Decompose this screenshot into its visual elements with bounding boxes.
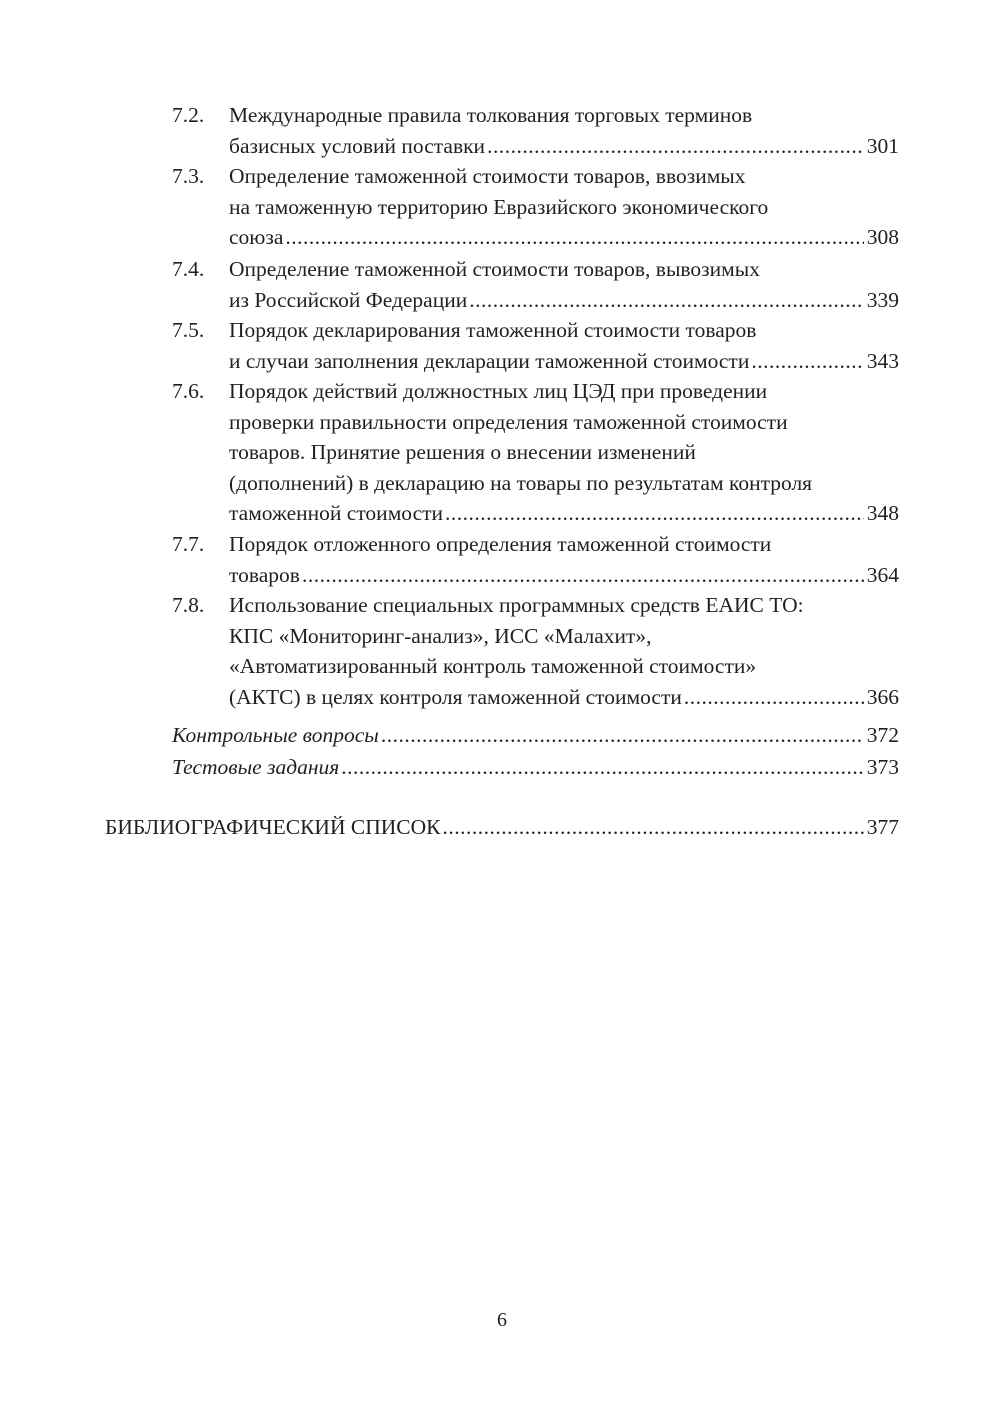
section-number: 7.5. [172,318,205,342]
entry-title-line: и случаи заполнения декларации таможенной стоимости [229,348,750,373]
section-number: 7.2. [172,103,205,127]
dot-leader [445,498,864,529]
page-number: 6 [497,1309,507,1331]
dot-leader [469,285,864,316]
page-ref: 343 [866,348,899,373]
section-number: 7.3. [172,164,205,188]
dot-leader [285,222,863,253]
dot-leader [302,560,864,591]
dot-leader [442,812,863,843]
entry-title: Контрольные вопросы [172,723,379,747]
toc-entry-review-questions[interactable] [172,720,899,751]
toc-entry-bibliography[interactable] [105,812,899,843]
dot-leader [487,131,864,162]
entry-title-line: Определение таможенной стоимости товаров, ввозимых [229,164,746,188]
entry-title-line: проверки правильности определения таможенной стоимости [229,409,788,434]
entry-title-line: базисных условий поставки [229,133,486,158]
page-ref: 339 [866,287,899,312]
entry-title-line: (АКТС) в целях контроля таможенной стоимости [229,684,682,709]
page-ref: 308 [866,225,899,249]
dot-leader [751,346,863,377]
section-number: 7.8. [172,593,205,617]
section-number: 7.4. [172,257,205,281]
entry-title-line: товаров [229,562,300,587]
dot-leader [381,720,864,751]
entry-title: БИБЛИОГРАФИЧЕСКИЙ СПИСОК [105,815,441,839]
section-number: 7.7. [172,532,205,556]
page-ref: 348 [866,501,899,525]
entry-title-line: Порядок декларирования таможенной стоимости товаров [229,318,757,342]
entry-title-line: Порядок действий должностных лиц ЦЭД при проведении [229,379,768,403]
entry-title-line: товаров. Принятие решения о внесении изменений [229,440,696,464]
entry-title-line: таможенной стоимости [229,501,444,525]
entry-title: Тестовые задания [172,755,340,779]
entry-title-line: «Автоматизированный контроль таможенной стоимости» [229,654,757,678]
entry-title-line: (дополнений) в декларацию на товары по результатам контроля [229,470,813,495]
entry-title-line: КПС «Мониторинг-анализ», ИСС «Малахит», [229,623,652,648]
entry-title-line: союза [229,225,284,249]
entry-title-line: Международные правила толкования торговых терминов [229,103,753,127]
page-ref: 301 [866,133,899,158]
toc-entry-test-tasks[interactable] [172,752,899,783]
page-ref: 364 [866,562,899,587]
page-ref: 373 [866,755,899,779]
entry-title-line: Порядок отложенного определения таможенной стоимости [229,532,772,556]
page-ref: 366 [866,684,899,709]
entry-title-line: Использование специальных программных средств ЕАИС ТО: [229,593,804,617]
entry-title-line: Определение таможенной стоимости товаров, вывозимых [229,257,760,281]
dot-leader [341,752,864,783]
page-ref: 372 [866,723,899,747]
entry-title-line: из Российской Федерации [229,287,468,312]
page-ref: 377 [866,815,899,839]
entry-title-line: на таможенную территорию Евразийского экономического [229,194,769,219]
section-number: 7.6. [172,379,205,403]
dot-leader [684,682,864,713]
